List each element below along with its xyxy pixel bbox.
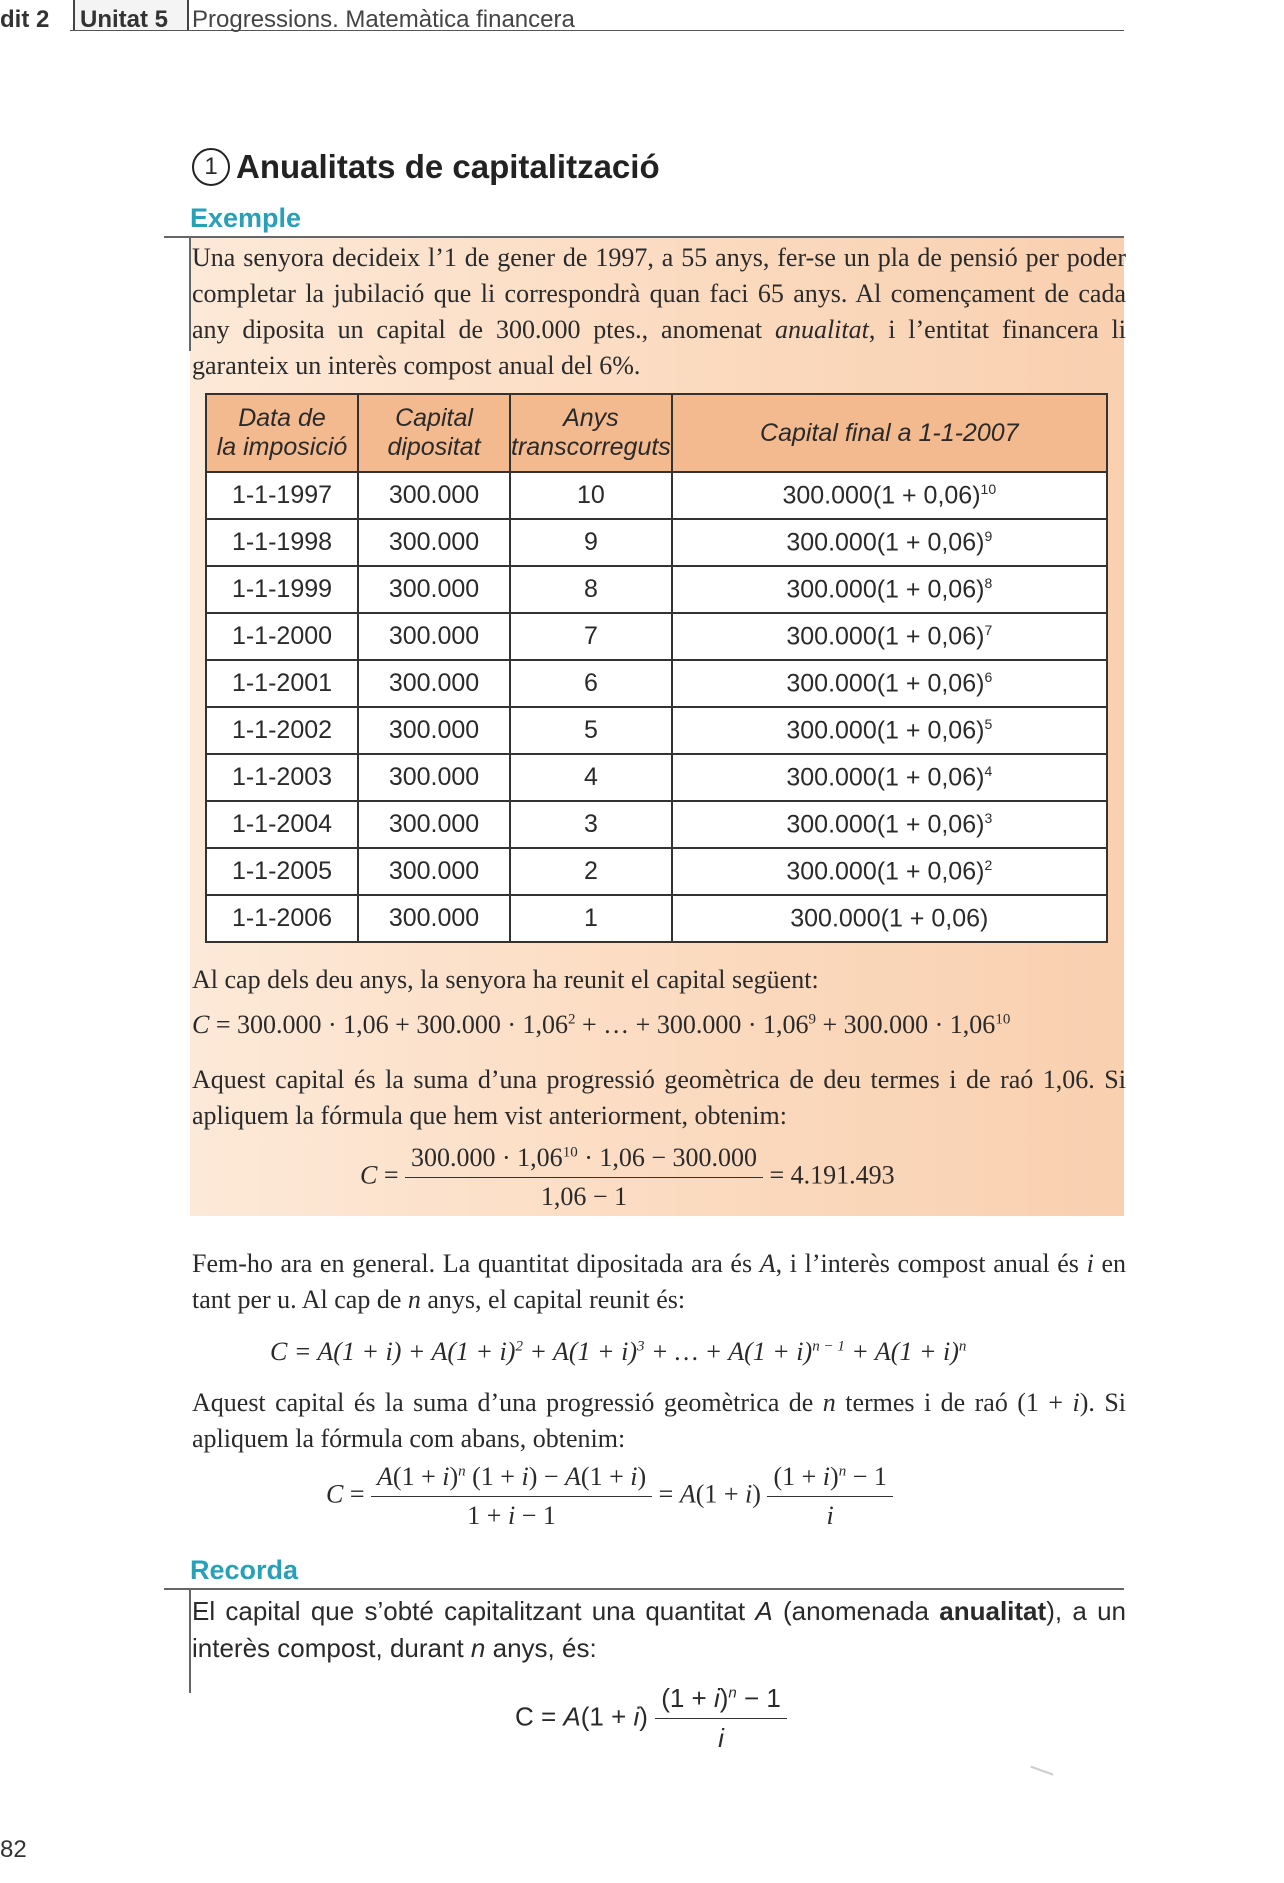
cell-years: 1 bbox=[510, 895, 672, 942]
cell-capital: 300.000 bbox=[358, 613, 510, 660]
table-row bbox=[206, 660, 1107, 707]
cell-date: 1-1-1998 bbox=[206, 519, 358, 566]
recorda-rule bbox=[164, 1588, 1124, 1590]
cell-final: $300.000(1 + 0,06)^3$ bbox=[672, 801, 1107, 848]
section-title: Anualitats de capitalització bbox=[236, 148, 660, 185]
after-table-text: Al cap dels deu anys, la senyora ha reunit el capital següent: bbox=[192, 965, 819, 994]
cell-capital: 300.000 bbox=[358, 895, 510, 942]
header-title: Progressions. Matemàtica financera bbox=[192, 6, 575, 33]
result-value: = 4.191.493 bbox=[769, 1160, 895, 1190]
cell-final: $300.000(1 + 0,06)^4$ bbox=[672, 754, 1107, 801]
sum-explanation: Aquest capital és la suma d’una progressió geomètrica de deu termes i de raó 1,06. Si apliquem la fórmula que hem vist anteriorment, obtenim: bbox=[192, 1065, 1126, 1130]
general-paragraph-1: Fem-ho ara en general. La quantitat dipositada ara és A, i l’interès compost anual és i en tant per u. Al cap de n anys, el capital reunit és: bbox=[192, 1249, 1126, 1314]
table-row bbox=[206, 848, 1107, 895]
recorda-label: Recorda bbox=[190, 1555, 299, 1585]
col-header-date: Data de la imposició bbox=[206, 394, 358, 472]
cell-years: 8 bbox=[510, 566, 672, 613]
cell-years: 10 bbox=[510, 472, 672, 519]
sum-equation: $C = 300.000 \cdot 1,06 + 300.000 \cdot 1,06^2$ + … + $300.000 \cdot 1,06^9 + 300.000 \cdot 1,06^{10}$ bbox=[192, 1010, 1011, 1039]
cell-years: 5 bbox=[510, 707, 672, 754]
table-row bbox=[206, 566, 1107, 613]
cell-years: 6 bbox=[510, 660, 672, 707]
table-row bbox=[206, 801, 1107, 848]
cell-date: 1-1-2002 bbox=[206, 707, 358, 754]
table-body bbox=[206, 472, 1107, 942]
cell-years: 3 bbox=[510, 801, 672, 848]
cell-capital: 300.000 bbox=[358, 754, 510, 801]
table-row bbox=[206, 707, 1107, 754]
cell-final: $300.000(1 + 0,06)^8$ bbox=[672, 566, 1107, 613]
section-number-badge: 1 bbox=[192, 148, 230, 186]
col-header-final: Capital final a 1-1-2007 bbox=[672, 394, 1107, 472]
cell-years: 2 bbox=[510, 848, 672, 895]
example-rule bbox=[164, 236, 1124, 238]
cell-date: 1-1-1997 bbox=[206, 472, 358, 519]
term-anualitat: anualitat bbox=[774, 315, 869, 344]
cell-date: 1-1-2000 bbox=[206, 613, 358, 660]
recorda-side-rule bbox=[189, 1588, 191, 1693]
header-credit: dit 2 bbox=[0, 6, 50, 33]
cell-final: $300.000(1 + 0,06)^2$ bbox=[672, 848, 1107, 895]
cell-date: 1-1-2001 bbox=[206, 660, 358, 707]
cell-capital: 300.000 bbox=[358, 566, 510, 613]
cell-final: $300.000(1 + 0,06)^6$ bbox=[672, 660, 1107, 707]
cell-date: 1-1-2006 bbox=[206, 895, 358, 942]
annuity-table bbox=[205, 393, 1108, 943]
cell-years: 7 bbox=[510, 613, 672, 660]
cell-capital: 300.000 bbox=[358, 848, 510, 895]
table-header-row bbox=[206, 394, 1107, 472]
table-row bbox=[206, 895, 1107, 942]
result-equation: C = $\frac{300.000 \cdot 1,06^{10} \cdot 1,06 - 300.000}{1,06 - 1}$ = 4.191.493 bbox=[360, 1143, 895, 1211]
cell-date: 1-1-2004 bbox=[206, 801, 358, 848]
cell-capital: 300.000 bbox=[358, 660, 510, 707]
cell-capital: 300.000 bbox=[358, 801, 510, 848]
recorda-text: El capital que s’obté capitalitzant una quantitat A (anomenada anualitat), a un interès compost, durant n anys, és: bbox=[192, 1596, 1126, 1663]
col-header-capital: Capital dipositat bbox=[358, 394, 510, 472]
cell-date: 1-1-1999 bbox=[206, 566, 358, 613]
cell-date: 1-1-2005 bbox=[206, 848, 358, 895]
cell-final: $300.000(1 + 0,06)^{10}$ bbox=[672, 472, 1107, 519]
cell-final: $300.000(1 + 0,06)^9$ bbox=[672, 519, 1107, 566]
scan-mark bbox=[1030, 1754, 1057, 1775]
general-formula: C = $\frac{A(1 + i)^n (1 + i) - A(1 + i)}{1 + i - 1}$ = A(1 + i) $\frac{(1 + i)^n - 1}{i}$ bbox=[326, 1462, 893, 1531]
cell-final: 300.000(1 + 0,06) bbox=[672, 895, 1107, 942]
example-side-rule bbox=[189, 236, 191, 351]
col-header-years: Anys transcorreguts bbox=[510, 394, 672, 472]
general-sum-equation: $C = A(1 + i) + A(1 + i)^2 + A(1 + i)^3$ + … + $A(1 + i)^{n - 1} + A(1 + i)^n$ bbox=[270, 1337, 967, 1366]
cell-years: 4 bbox=[510, 754, 672, 801]
recorda-formula: C = A(1 + i) $\frac{(1 + i)^n - 1}{i}$ bbox=[515, 1683, 787, 1754]
cell-capital: 300.000 bbox=[358, 472, 510, 519]
cell-date: 1-1-2003 bbox=[206, 754, 358, 801]
example-label: Exemple bbox=[190, 203, 302, 233]
table-row bbox=[206, 754, 1107, 801]
cell-capital: 300.000 bbox=[358, 519, 510, 566]
cell-final: $300.000(1 + 0,06)^5$ bbox=[672, 707, 1107, 754]
table-row bbox=[206, 472, 1107, 519]
header-unit: Unitat 5 bbox=[80, 6, 169, 33]
page-number: 82 bbox=[0, 1836, 27, 1863]
general-paragraph-2: Aquest capital és la suma d’una progressió geomètrica de n termes i de raó (1 + i). Si apliquem la fórmula com abans, obtenim: bbox=[192, 1388, 1127, 1453]
cell-capital: 300.000 bbox=[358, 707, 510, 754]
table-row bbox=[206, 519, 1107, 566]
cell-final: $300.000(1 + 0,06)^7$ bbox=[672, 613, 1107, 660]
table-row bbox=[206, 613, 1107, 660]
example-intro: Una senyora decideix l’1 de gener de 1997, a 55 anys, fer-se un pla de pensió per poder completar la jubilació que li correspondrà quan faci 65 anys. Al començament de cada any diposita un capital de 300.000 ptes., anomenat anualitat, i l’entitat financera li garanteix un interès compost anual del 6%. bbox=[192, 243, 1126, 380]
cell-years: 9 bbox=[510, 519, 672, 566]
